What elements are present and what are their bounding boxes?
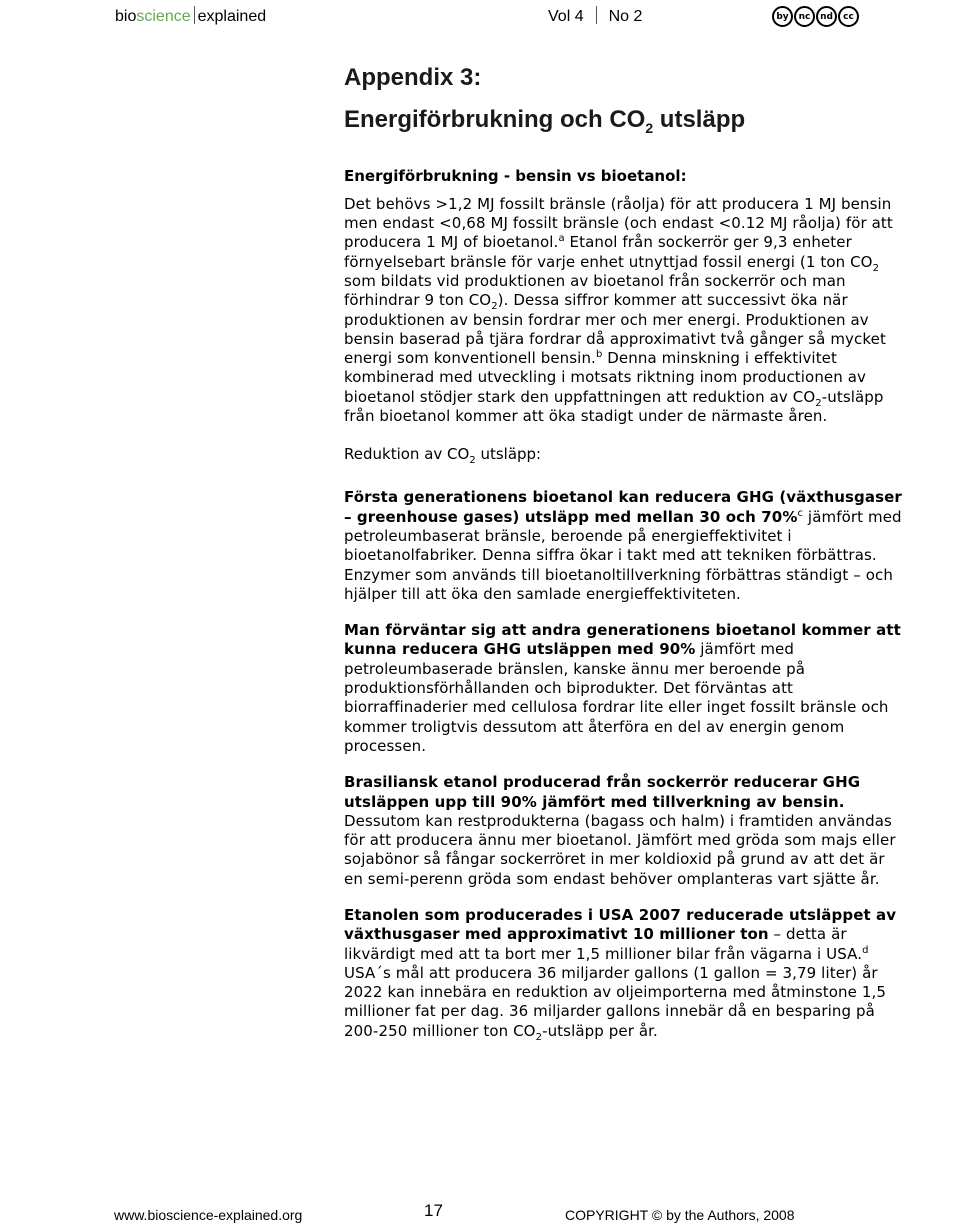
cc-nd-icon: nd xyxy=(816,6,837,27)
volume-divider xyxy=(596,6,597,24)
usa-ethanol-paragraph: Etanolen som producerades i USA 2007 reducerade utsläppet av växthusgaser med approximativt 10 millioner ton – detta är likvärdigt med att ta bort mer 1,5 millioner bilar från vägarna i USA.$^d$ USA´s mål att producera 36 miljarder gallons (1 gallon = 3,79 liter) år 2022 kan innebära en reduktion av oljeimporterna med åtminstone 1,5 millioner fat per dag. 36 miljarder gallons innebär då en besparing på 200-250 millioner ton $CO_2$-utsläpp per år. xyxy=(344,906,897,1043)
license-icons xyxy=(772,6,859,27)
energy-paragraph: Det behövs >1,2 MJ fossilt bränsle (råolja) för att producera 1 MJ bensin men endast <0,68 MJ fossilt bränsle (och endast <0.12 MJ råolja) för att producera 1 MJ of bioetanol.$^a$ Etanol från sockerrör ger 9,3 enheter förnyelsebart bränsle för varje enhet utnyttjad fossil energi (1 ton $CO_2$ som bildats vid produktionen av bioetanol från sockerrör och man förhindrar 9 ton $CO_2$). Dessa siffror kommer att successivt öka när produktionen av bensin fordrar mer och mer energi. Produktionen av bensin baserad på tjära fordrar då approximativt två gånger så mycket energi som konventionell bensin.$^b$ Denna minskning i effektivitet kombinerad med utveckling i motsats riktning inom productionen av bioetanol stödjer stark den uppfattningen att reduktion av $CO_2$-utsläpp från bioetanol kommer att öka stadigt under de närmaste åren. xyxy=(344,194,893,426)
first-generation-paragraph: Första generationens bioetanol kan reducera GHG (växthusgaser – greenhouse gases) utsläpp med mellan 30 och 70%$^c$ jämfört med petroleumbaserat bränsle, beroende på energieffektivitet i bioetanolfabriker. Denna siffra ökar i takt med att tekniken förbättras. Enzymer som används till bioetanoltillverkning förbättras ständigt – och hjälper till att öka den samlade energieffektiviteten. xyxy=(344,488,902,603)
reduction-label: Reduktion av $CO_2$ utsläpp: xyxy=(344,445,542,467)
section-heading: Energiförbrukning - bensin vs bioetanol: xyxy=(344,166,687,185)
volume-label: Vol 4 xyxy=(548,8,584,25)
journal-brand xyxy=(115,4,266,30)
brand-bio: bio xyxy=(115,8,137,25)
brand-science: science xyxy=(136,8,191,25)
appendix-title: Appendix 3: xyxy=(344,64,482,91)
cc-icon: cc xyxy=(838,6,859,27)
cc-by-icon: by xyxy=(772,6,793,27)
brand-explained: explained xyxy=(197,8,267,25)
page-footer xyxy=(0,1201,960,1225)
appendix-subtitle: Energiförbrukning och $CO_2$ utsläpp xyxy=(344,106,746,136)
footer-url[interactable]: www.bioscience-explained.org xyxy=(114,1207,303,1223)
copyright-notice: COPYRIGHT © by the Authors, 2008 xyxy=(565,1207,795,1223)
volume-issue xyxy=(548,4,642,30)
second-generation-paragraph: Man förväntar sig att andra generationens bioetanol kommer att kunna reducera GHG utsläppen med 90% jämfört med petroleumbaserade bränslen, kanske ännu mer beroende på produktionsförhållanden och biprodukter. Det förväntas att biorraffinaderier med cellulosa fordrar lite eller inget fossilt bränsle och kommer troligtvis dessutom att återföra en del av energin genom processen. xyxy=(344,621,901,755)
brazil-ethanol-paragraph: Brasiliansk etanol producerad från sockerrör reducerar GHG utsläppen upp till 90% jämfört med tillverkning av bensin. Dessutom kan restprodukterna (bagass och halm) i framtiden användas för att producera ännu mer bioetanol. Jämfört med gröda som majs eller sojabönor så fångar sockerröret in mer koldioxid på grund av att det är en semi-perenn gröda som endast behöver omplanteras vart sjätte år. xyxy=(344,773,896,888)
brand-divider xyxy=(194,6,195,24)
cc-nc-icon: nc xyxy=(794,6,815,27)
page-number: 17 xyxy=(424,1201,443,1220)
article-body xyxy=(344,62,904,1041)
issue-label: No 2 xyxy=(608,8,643,25)
page-header xyxy=(0,4,960,30)
